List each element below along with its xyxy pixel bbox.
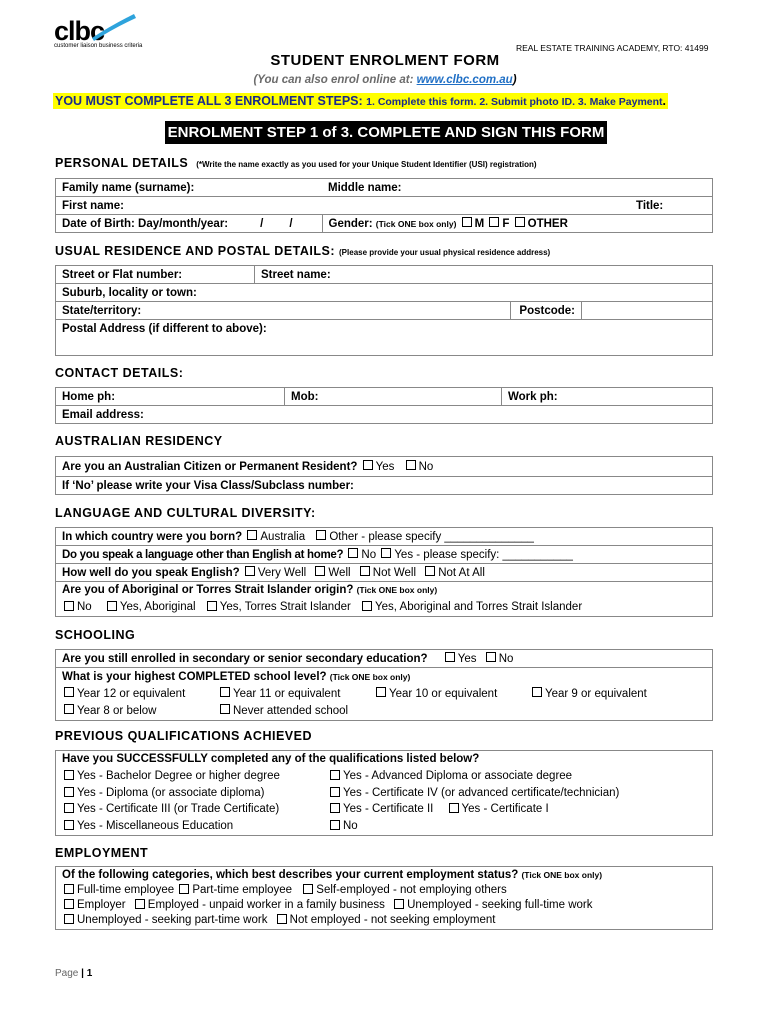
diploma-checkbox[interactable] (64, 787, 74, 797)
aboriginal-no-checkbox[interactable] (64, 601, 74, 611)
gender-other-checkbox[interactable] (515, 217, 525, 227)
unemployed-part-checkbox[interactable] (64, 914, 74, 924)
academy-label: REAL ESTATE TRAINING ACADEMY, RTO: 41499 (516, 43, 709, 53)
tsi-yes-checkbox[interactable] (207, 601, 217, 611)
cert3-checkbox[interactable] (64, 803, 74, 813)
postcode-field[interactable]: Postcode: (511, 302, 582, 320)
title-field[interactable]: Title: (600, 197, 713, 215)
logo-tagline: customer liaison business criteria (54, 43, 143, 49)
year10-checkbox[interactable] (376, 687, 386, 697)
residency-table (55, 456, 713, 495)
employment-heading: EMPLOYMENT (55, 846, 149, 860)
dob-field[interactable]: Date of Birth: Day/month/year: / / (56, 215, 323, 233)
logo-swoosh-icon (90, 12, 138, 42)
website-link[interactable]: www.clbc.com.au (416, 74, 513, 86)
birth-country-question: In which country were you born? Australia Other - please specify ______________ (56, 528, 713, 546)
bachelor-checkbox[interactable] (64, 770, 74, 780)
online-note: (You can also enrol online at: www.clbc.com.au) (253, 74, 517, 86)
steps-warning: YOU MUST COMPLETE ALL 3 ENROLMENT STEPS: 1. Complete this form. 2. Submit photo ID. 3. Make Payment. (55, 94, 667, 108)
cert4-checkbox[interactable] (330, 787, 340, 797)
both-yes-checkbox[interactable] (362, 601, 372, 611)
year8-checkbox[interactable] (64, 704, 74, 714)
misc-education-checkbox[interactable] (64, 820, 74, 830)
part-time-checkbox[interactable] (179, 884, 189, 894)
not-employed-checkbox[interactable] (277, 914, 287, 924)
qualifications-table (55, 750, 713, 836)
gender-f-checkbox[interactable] (489, 217, 499, 227)
residence-heading: USUAL RESIDENCE AND POSTAL DETAILS: (Please provide your usual physical residence address) (55, 244, 551, 258)
employer-checkbox[interactable] (64, 899, 74, 909)
advanced-diploma-checkbox[interactable] (330, 770, 340, 780)
enrolled-yes-checkbox[interactable] (445, 652, 455, 662)
email-field[interactable]: Email address: (56, 406, 713, 424)
contact-table (55, 387, 713, 424)
english-well-checkbox[interactable] (315, 566, 325, 576)
step-banner: ENROLMENT STEP 1 of 3. COMPLETE AND SIGN THIS FORM (165, 121, 607, 144)
never-attended-checkbox[interactable] (220, 704, 230, 714)
language-yes-checkbox[interactable] (381, 548, 391, 558)
school-level-question: What is your highest COMPLETED school level? (Tick ONE box only) Year 12 or equivalent Year 11 or equivalent Year 10 or equivalent Year 9 or equivalent Year 8 or below Never attended school (56, 668, 713, 721)
aboriginal-yes-checkbox[interactable] (107, 601, 117, 611)
home-language-question: Do you speak a language other than English at home? No Yes - please specify: ___________ (56, 546, 713, 564)
enrolled-question: Are you still enrolled in secondary or senior secondary education? Yes No (56, 650, 713, 668)
born-australia-checkbox[interactable] (247, 530, 257, 540)
self-employed-checkbox[interactable] (303, 884, 313, 894)
logo-wordmark: clbc (54, 16, 105, 46)
born-other-checkbox[interactable] (316, 530, 326, 540)
personal-table (55, 178, 713, 233)
schooling-heading: SCHOOLING (55, 628, 136, 642)
postal-address-field[interactable]: Postal Address (if different to above): (56, 320, 713, 338)
gender-m-checkbox[interactable] (462, 217, 472, 227)
contact-heading: CONTACT DETAILS: (55, 366, 184, 380)
suburb-field[interactable]: Suburb, locality or town: (56, 284, 713, 302)
language-heading: LANGUAGE AND CULTURAL DIVERSITY: (55, 506, 316, 520)
visa-field[interactable]: If ‘No’ please write your Visa Class/Subclass number: (56, 477, 713, 495)
english-not-at-all-checkbox[interactable] (425, 566, 435, 576)
unemployed-full-checkbox[interactable] (394, 899, 404, 909)
mobile-field[interactable]: Mob: (285, 388, 502, 406)
citizen-no-checkbox[interactable] (406, 460, 416, 470)
state-field[interactable]: State/territory: (56, 302, 511, 320)
aboriginal-question: Are you of Aboriginal or Torres Strait Islander origin? (Tick ONE box only) No Yes, Aboriginal Yes, Torres Strait Islander Yes, Aboriginal and Torres Strait Islander (56, 582, 713, 617)
postcode-input[interactable] (582, 302, 713, 320)
qualifications-heading: PREVIOUS QUALIFICATIONS ACHIEVED (55, 729, 312, 743)
english-level-question: How well do you speak English? Very Well Well Not Well Not At All (56, 564, 713, 582)
work-phone-field[interactable]: Work ph: (502, 388, 713, 406)
residency-heading: AUSTRALIAN RESIDENCY (55, 434, 223, 448)
citizen-yes-checkbox[interactable] (363, 460, 373, 470)
employment-question: Of the following categories, which best describes your current employment status? (Tick ONE box only) Full-time employee Part-time employee Self-employed - not employing others Employer Employed - unpaid worker in a family business Unemployed - seeking full-time work Unemployed - seeking part-time work Not employed - not seeking employment (56, 867, 713, 930)
language-table (55, 527, 713, 617)
street-name-field[interactable]: Street name: (255, 266, 713, 284)
employment-table (55, 866, 713, 930)
cert2-checkbox[interactable] (330, 803, 340, 813)
year9-checkbox[interactable] (532, 687, 542, 697)
first-name-field[interactable]: First name: (56, 197, 601, 215)
form-title: STUDENT ENROLMENT FORM (270, 52, 500, 69)
cert1-checkbox[interactable] (449, 803, 459, 813)
schooling-table (55, 649, 713, 721)
year12-checkbox[interactable] (64, 687, 74, 697)
unpaid-worker-checkbox[interactable] (135, 899, 145, 909)
page-number: Page | 1 (55, 968, 93, 979)
citizen-question: Are you an Australian Citizen or Permanent Resident? Yes No (56, 457, 713, 477)
postal-address-line[interactable] (56, 337, 713, 356)
home-phone-field[interactable]: Home ph: (56, 388, 285, 406)
no-qualification-checkbox[interactable] (330, 820, 340, 830)
gender-field: Gender: (Tick ONE box only) M F OTHER (322, 215, 713, 233)
personal-heading: PERSONAL DETAILS (*Write the name exactly as you used for your Unique Student Identifier (USI) registration) (55, 156, 537, 170)
english-very-well-checkbox[interactable] (245, 566, 255, 576)
residence-table (55, 265, 713, 356)
street-number-field[interactable]: Street or Flat number: (56, 266, 255, 284)
year11-checkbox[interactable] (220, 687, 230, 697)
family-name-field[interactable]: Family name (surname): (56, 179, 323, 197)
full-time-checkbox[interactable] (64, 884, 74, 894)
language-no-checkbox[interactable] (348, 548, 358, 558)
middle-name-field[interactable]: Middle name: (322, 179, 713, 197)
qualifications-question: Have you SUCCESSFULLY completed any of the qualifications listed below? Yes - Bachelor Degree or higher degree Yes - Advanced Diploma or associate degree Yes - Diploma (or associate diploma) Yes - Certificate IV (or advanced certificate/technician) Yes - Certificate III (or Trade Certificate) Yes - Certificate II Yes - Certificate I Yes - Miscellaneous Education No (56, 751, 713, 836)
enrolled-no-checkbox[interactable] (486, 652, 496, 662)
english-not-well-checkbox[interactable] (360, 566, 370, 576)
